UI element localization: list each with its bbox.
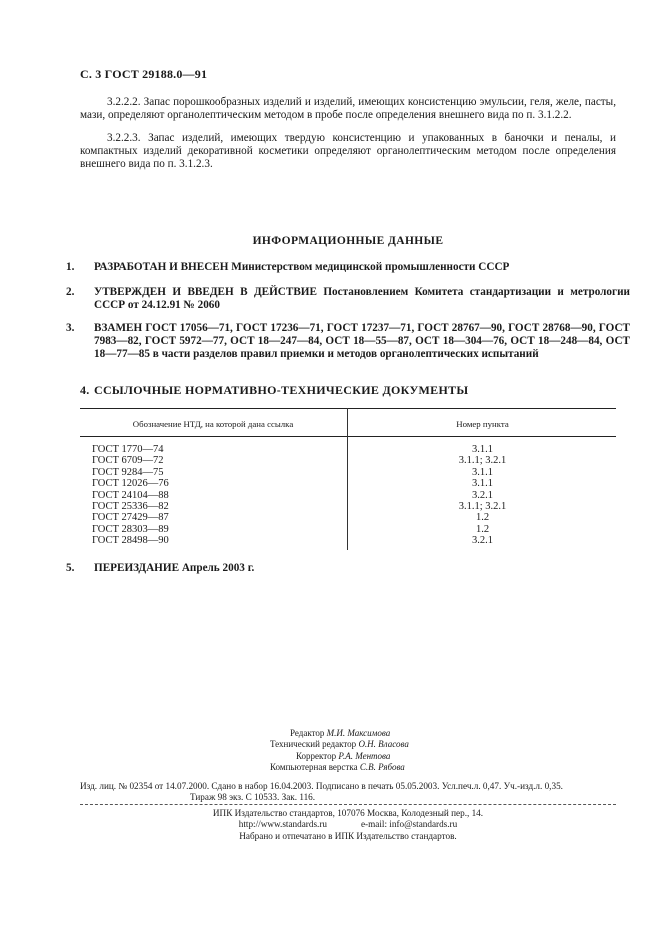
table-cell-item: 3.2.1 <box>472 535 493 547</box>
table-cell-item: 1.2 <box>475 512 490 524</box>
paragraph-text: 3.2.2.2. Запас порошкообразных изделий и изделий, имеющих консистенцию эмульсии, геля, желе, пасты, мази, определяют органолептическим методом в пробе после определения внешнего вида по п. 3.1.2.2. <box>80 96 616 121</box>
credit-label: Технический редактор <box>270 739 357 750</box>
table-top-rule <box>80 408 616 409</box>
credit-label: Редактор <box>290 728 325 738</box>
table-header-rule <box>80 436 616 437</box>
credit-person: С.В. Рябова <box>359 762 405 773</box>
section-text: ВЗАМЕН ГОСТ 17056—71, ГОСТ 17236—71, ГОСТ 17237—71, ГОСТ 28767—90, ГОСТ 28768—90, ГОСТ 7983—82, ГОСТ 5972—77, ОСТ 18—247—84, ОСТ 18—55—87, ОСТ 18—304—76, ОСТ 18—248—84, ОСТ 18—77—85 в части разделов правил приемки и методов органолептических испытаний <box>94 322 630 360</box>
table-row: ГОСТ 12026—76 <box>92 478 169 490</box>
imprint-line-1: Изд. лиц. № 02354 от 14.07.2000. Сдано в набор 16.04.2003. Подписано в печать 05.05.2003. Усл.печ.л. 0,47. Уч.-изд.л. 0,35. <box>80 781 563 791</box>
credit-person: М.И. Максимова <box>326 728 391 738</box>
publisher-contacts <box>80 819 616 830</box>
table-cell-item: 1.2 <box>475 523 490 535</box>
info-section-3 <box>66 322 630 361</box>
table-cell-item: 3.1.1 <box>472 478 493 490</box>
publisher-footer <box>80 808 616 842</box>
section-text: ПЕРЕИЗДАНИЕ Апрель 2003 г. <box>94 562 255 574</box>
table-cell-item: 3.1.1 <box>472 466 493 478</box>
imprint-line-2: Тираж 98 экз. С 10533. Зак. 116. <box>190 792 316 802</box>
table-row: ГОСТ 24104—88 <box>92 489 169 501</box>
info-section-5 <box>66 562 630 575</box>
section-text: РАЗРАБОТАН И ВНЕСЕН Министерством медицинской промышленности СССР <box>94 261 510 273</box>
credit-label: Корректор <box>296 750 337 761</box>
table-row: ГОСТ 25336—82 <box>92 500 169 512</box>
table-row: ГОСТ 6709—72 <box>92 455 164 467</box>
section-number: 1. <box>66 261 75 273</box>
table-row: ГОСТ 27429—87 <box>92 512 169 524</box>
section-number: 5. <box>66 562 75 574</box>
section-number: 4. <box>80 383 90 397</box>
paragraph-3-2-2-2 <box>80 96 616 122</box>
credits-block <box>80 728 616 774</box>
credit-person: Р.А. Ментова <box>338 750 391 761</box>
table-cell-item: 3.2.1 <box>472 489 493 501</box>
table-cell-item: 3.1.1; 3.2.1 <box>458 455 507 467</box>
section-text: УТВЕРЖДЕН И ВВЕДЕН В ДЕЙСТВИЕ Постановлением Комитета стандартизации и метрологии СССР от 24.12.91 № 2060 <box>94 286 630 311</box>
publisher-email[interactable]: e-mail: info@standards.ru <box>360 819 458 830</box>
imprint-divider <box>80 804 616 805</box>
credit-corrector <box>80 751 616 762</box>
table-doc-column <box>92 444 169 547</box>
table-column-divider <box>347 408 348 550</box>
table-cell-item: 3.1.1; 3.2.1 <box>458 500 507 512</box>
publisher-printed-note: Набрано и отпечатано в ИПК Издательство стандартов. <box>239 830 457 841</box>
info-title: ИНФОРМАЦИОННЫЕ ДАННЫЕ <box>252 235 444 247</box>
section-text: ССЫЛОЧНЫЕ НОРМАТИВНО-ТЕХНИЧЕСКИЕ ДОКУМЕНТЫ <box>94 383 469 397</box>
publisher-website[interactable]: http://www.standards.ru <box>238 819 327 830</box>
credit-tech-editor <box>80 739 616 750</box>
info-section-2 <box>66 286 630 312</box>
table-row: ГОСТ 9284—75 <box>92 466 164 478</box>
info-section-4 <box>80 384 616 397</box>
section-number: 3. <box>66 322 75 334</box>
info-section-1 <box>66 261 630 274</box>
section-number: 2. <box>66 286 75 298</box>
table-row: ГОСТ 1770—74 <box>92 444 164 455</box>
credit-person: О.Н. Власова <box>358 739 409 750</box>
publisher-address: ИПК Издательство стандартов, 107076 Москва, Колодезный пер., 14. <box>212 808 484 818</box>
credit-editor <box>80 728 616 739</box>
paragraph-3-2-2-3 <box>80 132 616 171</box>
table-item-column <box>349 444 616 547</box>
page-header: С. 3 ГОСТ 29188.0—91 <box>80 67 208 81</box>
table-row: ГОСТ 28498—90 <box>92 535 169 547</box>
credit-layout <box>80 762 616 773</box>
table-header-item: Номер пункта <box>456 419 509 429</box>
table-header-doc: Обозначение НТД, на которой дана ссылка <box>132 419 294 429</box>
table-cell-item: 3.1.1 <box>472 444 493 455</box>
paragraph-text: 3.2.2.3. Запас изделий, имеющих твердую консистенцию и упакованных в баночки и пеналы, и компактных изделий декоративной косметики определяют органолептическим методом после определения внешнего вида по п. 3.1.2.3. <box>80 132 616 170</box>
table-row: ГОСТ 28303—89 <box>92 523 169 535</box>
credit-label: Компьютерная верстка <box>270 762 358 773</box>
